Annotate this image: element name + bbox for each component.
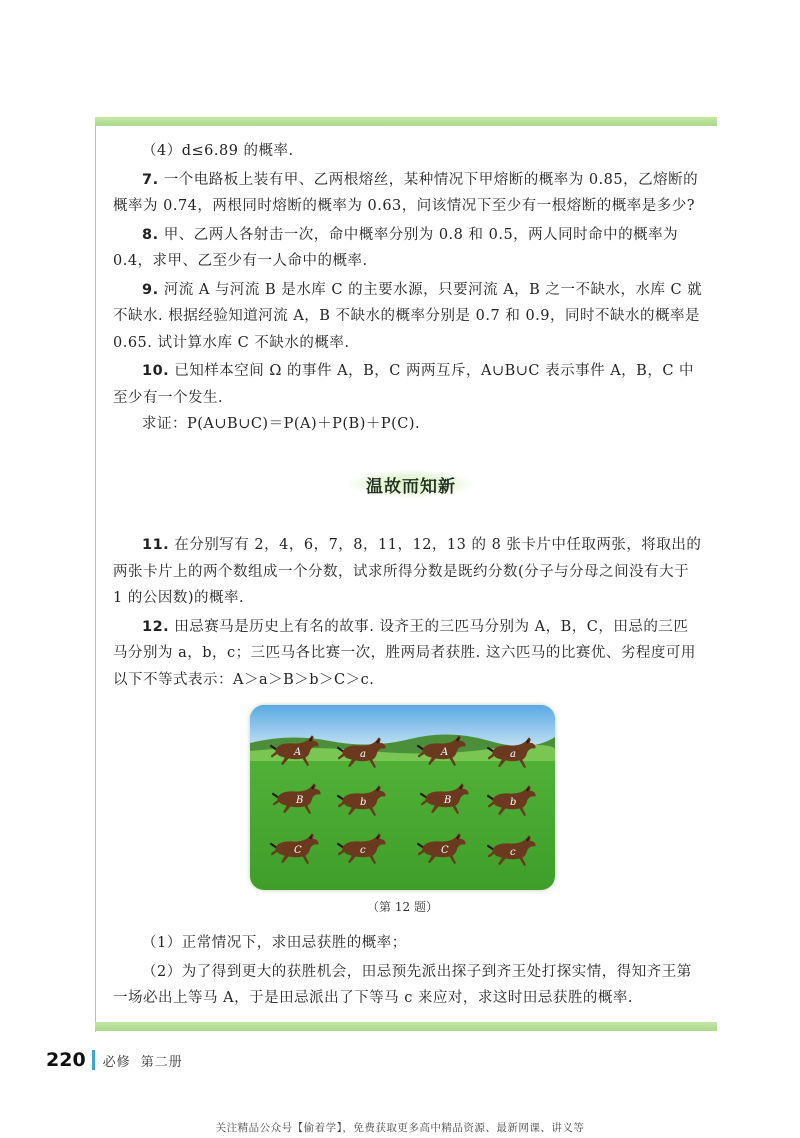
- watermark-text: 关注精品公众号【偷着学】，免费获取更多高中精品资源、最新网课、讲义等: [215, 1122, 585, 1134]
- problem-9: 9. 河流 A 与河流 B 是水库 C 的主要水源，只要河流 A，B 之一不缺水，水库 C 就不缺水. 根据经验知道河流 A，B 不缺水的概率分别是 0.7 和 0.9，同时不缺水的概率是 0.65. 试计算水库 C 不缺水的概率.: [113, 281, 703, 351]
- bottom-green-rule: [95, 1022, 717, 1031]
- horse-race-figure: [250, 705, 555, 890]
- problems-bottom: [113, 930, 703, 1012]
- problem-10-proof: 求证：P(A∪B∪C)＝P(A)＋P(B)＋P(C).: [142, 416, 421, 432]
- horse-label: a: [360, 749, 366, 760]
- top-green-rule: [95, 117, 717, 126]
- problems-mid: [113, 532, 703, 693]
- page-footer: [46, 1048, 193, 1072]
- problem-12-part-1: （1）正常情况下，求田忌获胜的概率；: [142, 935, 407, 951]
- problem-11: 11. 在分别写有 2，4，6，7，8，11，12，13 的 8 张卡片中任取两张，将取出的两张卡片上的两个数组成一个分数，试求所得分数是既约分数(分子与分母之间没有大于 1 的公因数)的概率.: [113, 537, 702, 606]
- problems-top: [113, 138, 703, 438]
- horse-label: A: [441, 747, 449, 758]
- problem-7: 7. 一个电路板上装有甲、乙两根熔丝，某种情况下甲熔断的概率为 0.85，乙熔断的概率为 0.74，两根同时熔断的概率为 0.63，问该情况下至少有一根熔断的概率是多少?: [113, 171, 699, 214]
- horse-label: c: [360, 845, 366, 856]
- horse-label: B: [444, 795, 452, 806]
- horse-label: C: [441, 845, 449, 856]
- horse-label: c: [510, 847, 516, 858]
- footer-volume: 第二册: [140, 1054, 183, 1070]
- horse-label: C: [294, 845, 302, 856]
- horse-field-illustration: [250, 705, 555, 890]
- horse-label: b: [360, 797, 367, 808]
- section-heading: 温故而知新: [348, 470, 474, 498]
- problem-6-part-4: （4）d≤6.89 的概率.: [142, 143, 294, 159]
- footer-book-info: [103, 1051, 193, 1070]
- horse-label: B: [296, 795, 304, 806]
- horse-label: A: [294, 747, 302, 758]
- problem-12: 12. 田忌赛马是历史上有名的故事. 设齐王的三匹马分别为 A，B，C，田忌的三匹马分别为 a，b，c；三匹马各比赛一次，胜两局者获胜. 这六匹马的比赛优、劣程度可用以下不等式表示：A＞a＞B＞b＞C＞c.: [113, 618, 696, 688]
- horse-label: b: [510, 797, 517, 808]
- footer-book: 必修: [102, 1054, 131, 1070]
- figure-caption: （第 12 题）: [367, 900, 438, 914]
- horse-label: a: [510, 749, 516, 760]
- page-number: 220: [46, 1049, 86, 1071]
- footer-divider: [92, 1050, 95, 1070]
- problem-8: 8. 甲、乙两人各射击一次，命中概率分别为 0.8 和 0.5，两人同时命中的概率为 0.4，求甲、乙至少有一人命中的概率.: [113, 226, 679, 269]
- problem-12-part-2: （2）为了得到更大的获胜机会，田忌预先派出探子到齐王处打探实情，得知齐王第一场必出上等马 A，于是田忌派出了下等马 c 来应对，求这时田忌获胜的概率.: [113, 963, 692, 1006]
- problem-10: 10. 已知样本空间 Ω 的事件 A，B，C 两两互斥，A∪B∪C 表示事件 A，B，C 中至少有一个发生.: [113, 363, 695, 406]
